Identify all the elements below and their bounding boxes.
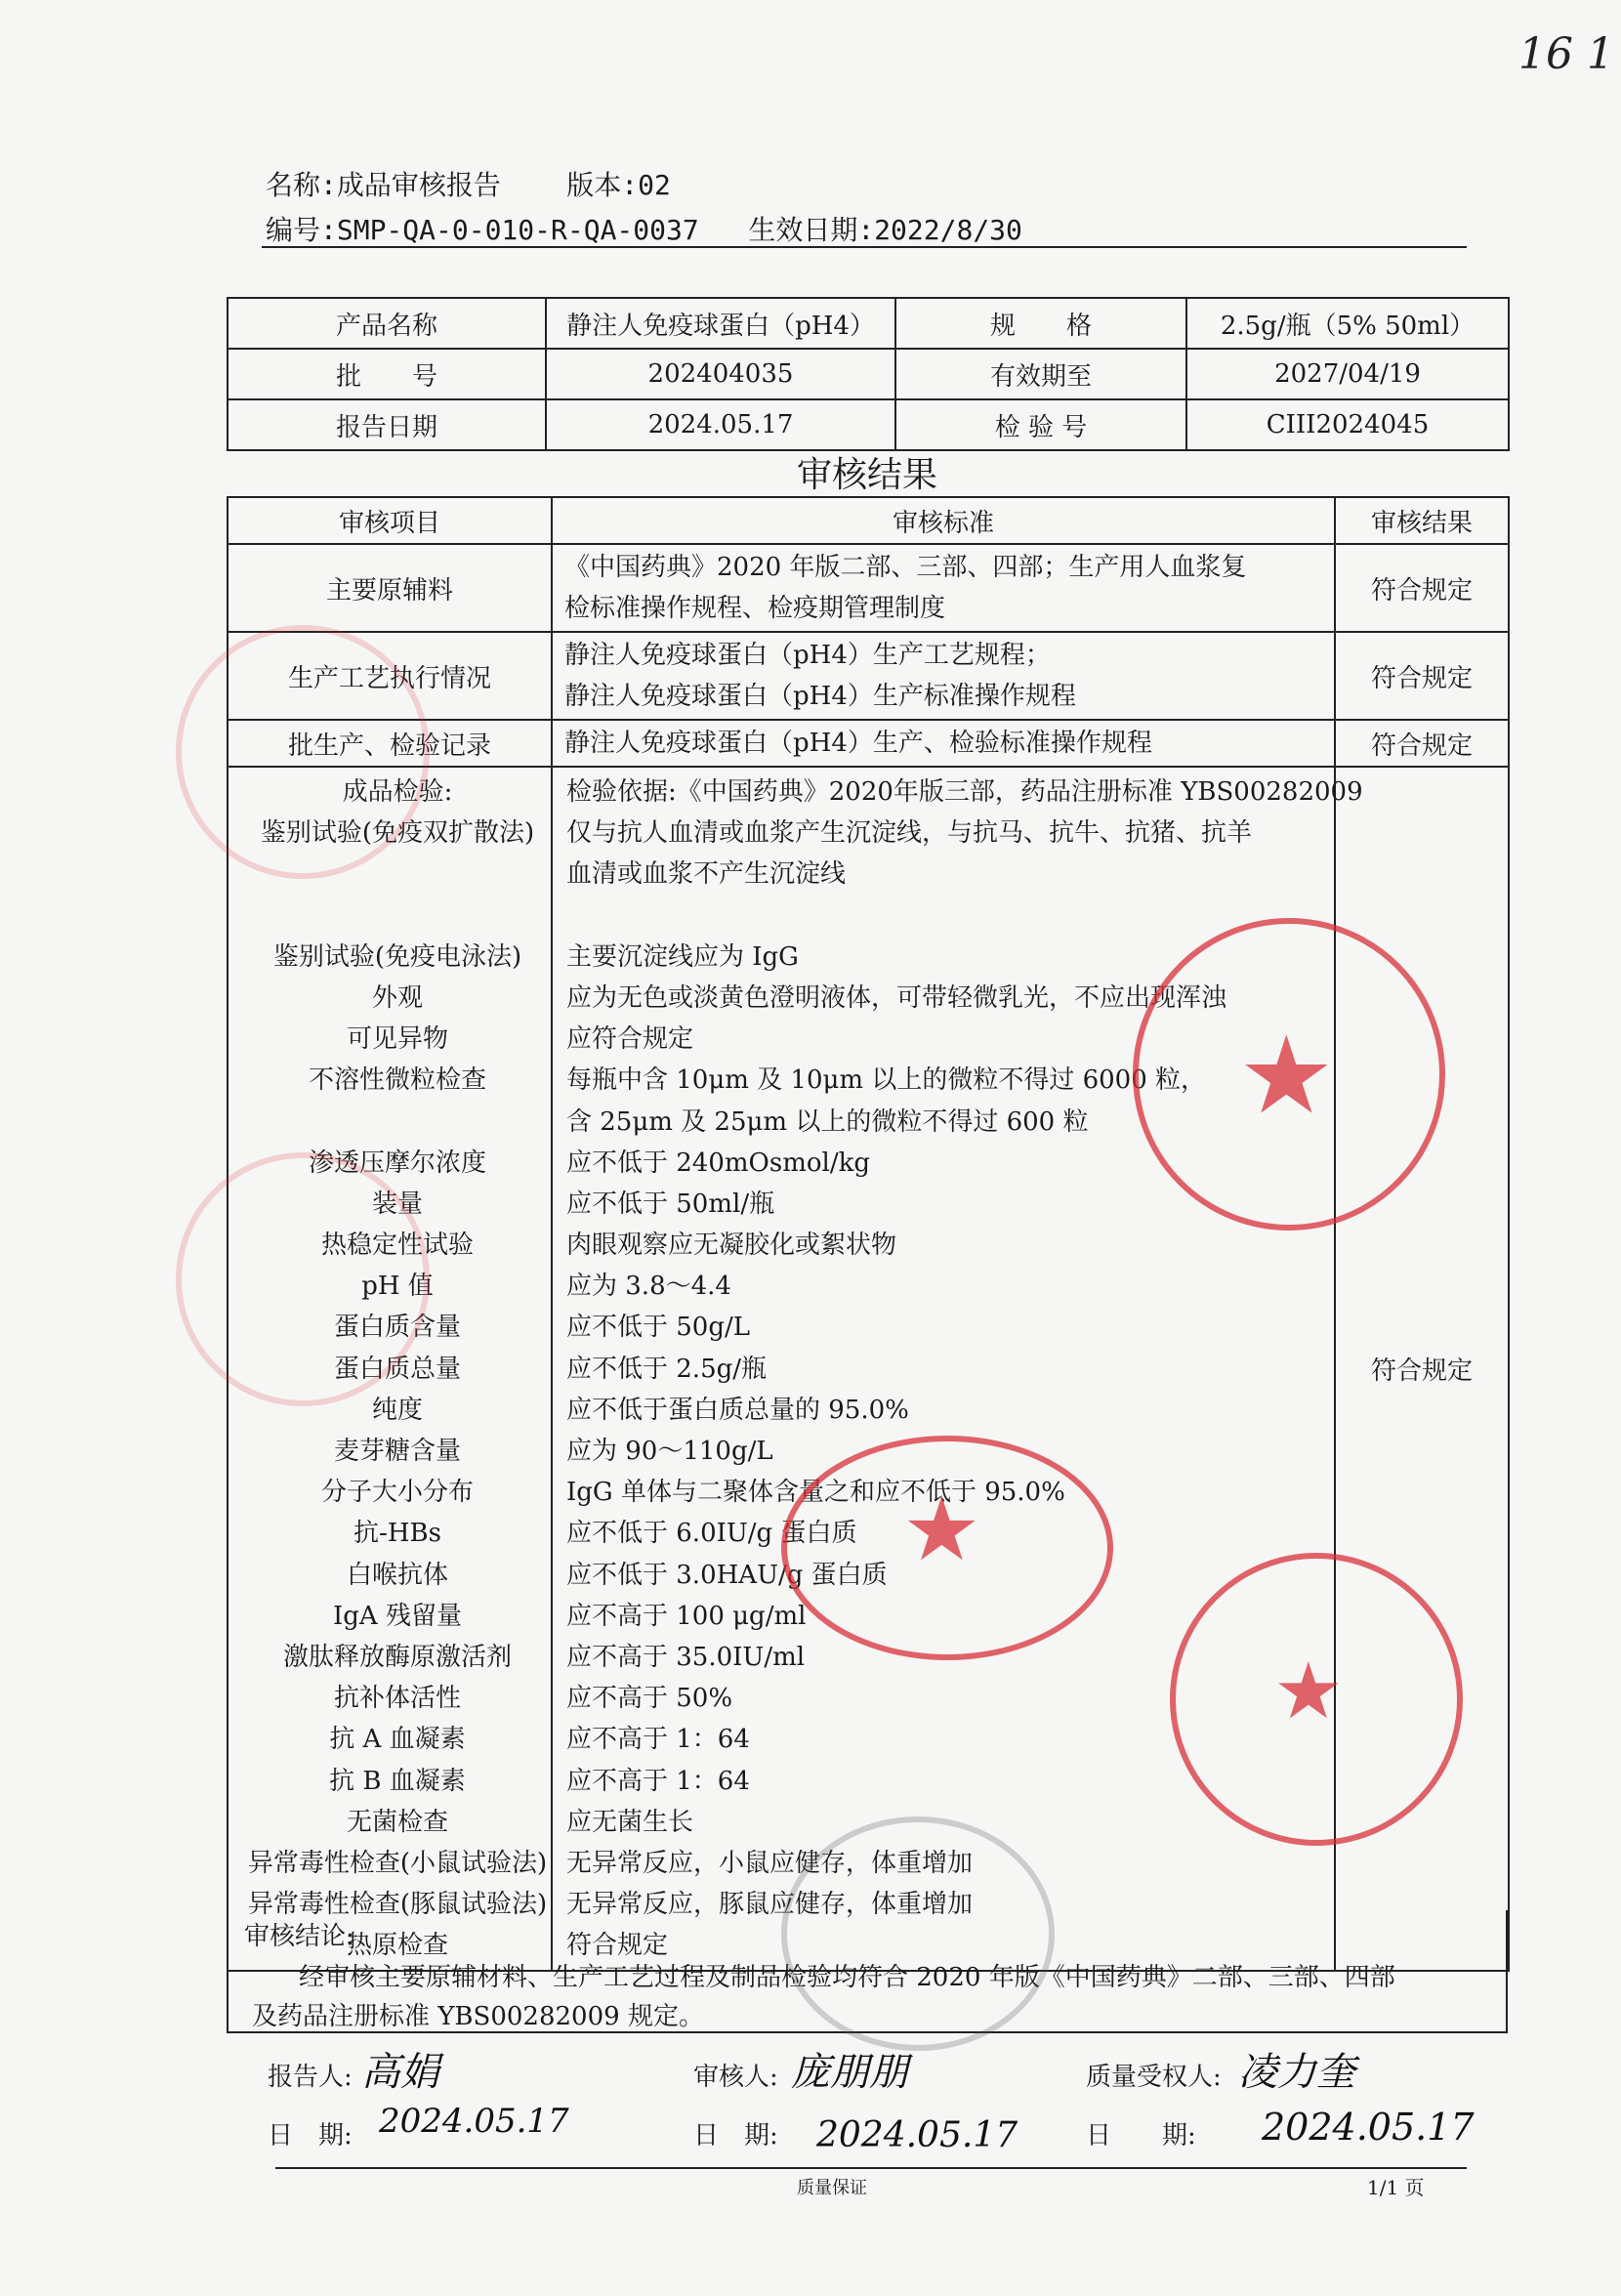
inspection-item: 鉴别试验(免疫电泳法)	[272, 941, 522, 972]
label-expiry: 有效期至	[895, 349, 1186, 399]
page-mark: 16 1	[1518, 29, 1614, 79]
inspection-item: 蛋白质总量	[333, 1354, 461, 1384]
inspection-item: 外观	[371, 982, 423, 1013]
inspection-item: 热稳定性试验	[320, 1231, 474, 1261]
inspection-standard: 应不低于 50ml/瓶	[566, 1189, 775, 1219]
inspection-item: 麦芽糖含量	[333, 1437, 461, 1466]
col-header-result: 审核结果	[1335, 497, 1509, 544]
inspection-standard: 无异常反应，小鼠应健存，体重增加	[566, 1848, 974, 1878]
col-header-standard: 审核标准	[552, 497, 1335, 544]
footer-rule	[275, 2167, 1467, 2169]
value-product: 静注人免疫球蛋白（pH4）	[546, 298, 895, 349]
page-number: 1/1 页	[1367, 2176, 1425, 2199]
inspection-standard: 无异常反应，豚鼠应健存，体重增加	[566, 1890, 974, 1920]
inspection-item: 激肽释放酶原激活剂	[282, 1642, 512, 1672]
conclusion-text: 及药品注册标准 YBS00282009 规定。	[252, 2002, 704, 2031]
inspection-item: 分子大小分布	[320, 1478, 474, 1508]
inspection-standard: 检验依据:《中国药典》2020年版三部，药品注册标准 YBS00282009	[566, 777, 1363, 807]
review-result: 符合规定	[1335, 632, 1509, 720]
standard-line: 静注人免疫球蛋白（pH4）生产工艺规程；	[564, 641, 1051, 670]
date-label: 日 期:	[693, 2121, 778, 2150]
pharmacy-seal	[781, 1436, 1113, 1660]
standard-line: 静注人免疫球蛋白（pH4）生产标准操作规程	[564, 682, 1076, 711]
inspection-standard: 每瓶中含 10μm 及 10μm 以上的微粒不得过 6000 粒，	[566, 1065, 1207, 1096]
label-product: 产品名称	[228, 298, 546, 349]
review-result: 符合规定	[1335, 544, 1509, 632]
inspection-item: 异常毒性检查(小鼠试验法)	[247, 1848, 548, 1878]
inspection-standard: 应不低于 50g/L	[566, 1313, 751, 1343]
gray-seal	[781, 1816, 1055, 2051]
label-test-no: 检 验 号	[895, 399, 1186, 450]
review-date-handwritten: 2024.05.17	[816, 2115, 1018, 2155]
review-item: 主要原辅料	[228, 544, 552, 632]
company-seal	[1133, 918, 1445, 1231]
inspection-standard: 应不低于 2.5g/瓶	[566, 1354, 768, 1384]
inspection-item: 渗透压摩尔浓度	[308, 1148, 486, 1178]
review-standard	[552, 544, 1335, 632]
header-rule	[262, 246, 1467, 248]
qa-date-handwritten: 2024.05.17	[1262, 2106, 1475, 2149]
label-batch: 批 号	[228, 349, 546, 399]
review-result: 符合规定	[1335, 720, 1509, 767]
inspection-item: 白喉抗体	[346, 1560, 448, 1590]
inspection-standard: 应为 90～110g/L	[566, 1437, 773, 1466]
inspection-standard: 应不低于 6.0IU/g 蛋白质	[566, 1519, 857, 1549]
review-standard: 静注人免疫球蛋白（pH4）生产、检验标准操作规程	[552, 720, 1335, 767]
inspection-standard: IgG 单体与二聚体含量之和应不低于 95.0%	[566, 1478, 1065, 1508]
inspection-standard: 应不高于 50%	[566, 1684, 733, 1714]
reporter-label: 报告人:	[268, 2063, 353, 2092]
inspection-item: 抗 B 血凝素	[329, 1766, 466, 1796]
inspection-item: IgA 残留量	[333, 1601, 462, 1631]
inspection-standard: 应不低于 240mOsmol/kg	[566, 1148, 870, 1178]
label-spec: 规 格	[895, 298, 1186, 349]
qa-signature: 凌力奎	[1238, 2050, 1355, 2095]
doc-name: 名称:成品审核报告	[266, 169, 501, 201]
value-spec: 2.5g/瓶（5% 50ml）	[1186, 298, 1509, 349]
inspection-standard: 应不高于 1：64	[566, 1725, 750, 1755]
inspection-item: 抗补体活性	[333, 1684, 461, 1714]
inspection-standard: 应符合规定	[566, 1024, 694, 1055]
review-item: 生产工艺执行情况	[228, 632, 552, 720]
conclusion-label: 审核结论:	[244, 1922, 354, 1951]
seal-star-icon: ★	[902, 1479, 981, 1581]
doc-code-line	[266, 209, 1022, 248]
value-test-no: CIII2024045	[1186, 399, 1509, 450]
conclusion-text: 经审核主要原辅材料、生产工艺过程及制品检验均符合 2020 年版《中国药典》二部、三部、四部	[299, 1963, 1395, 1992]
date-label: 日 期:	[268, 2121, 353, 2150]
value-batch: 202404035	[546, 349, 895, 399]
inspection-standard: 应为无色或淡黄色澄明液体，可带轻微乳光，不应出现浑浊	[566, 982, 1227, 1013]
inspection-item: 抗 A 血凝素	[329, 1725, 466, 1755]
inspection-item: 鉴别试验(免疫双扩散法)	[260, 818, 535, 849]
inspection-standard: 应不低于 3.0HAU/g 蛋白质	[566, 1560, 888, 1590]
footer-left: 质量保证	[797, 2178, 867, 2198]
review-standard	[552, 632, 1335, 720]
inspection-standard: 应为 3.8～4.4	[566, 1272, 731, 1302]
doc-version: 版本:02	[566, 169, 671, 201]
inspection-item: pH 值	[361, 1272, 434, 1302]
inspection-result: 符合规定	[1335, 767, 1509, 1971]
report-date-handwritten: 2024.05.17	[379, 2102, 569, 2141]
inspection-item: 抗-HBs	[353, 1519, 441, 1549]
doc-title-line	[266, 164, 671, 203]
inspection-item	[244, 1102, 551, 1143]
inspection-standard: 肉眼观察应无凝胶化或絮状物	[566, 1231, 897, 1261]
seal-star-icon: ★	[1273, 1646, 1344, 1736]
doc-effective-date: 生效日期:2022/8/30	[748, 214, 1022, 246]
standard-line: 《中国药典》2020 年版二部、三部、四部；生产用人血浆复	[564, 553, 1247, 582]
reviewer-signature: 庞朋朋	[791, 2050, 908, 2095]
inspection-item: 异常毒性检查(豚鼠试验法)	[247, 1890, 548, 1920]
inspection-item: 可见异物	[346, 1024, 448, 1055]
qa-label: 质量受权人:	[1086, 2063, 1222, 2092]
product-info-table	[227, 297, 1510, 451]
inspection-standard: 应无菌生长	[566, 1807, 694, 1837]
doc-code: 编号:SMP-QA-0-010-R-QA-0037	[266, 214, 699, 246]
review-item: 批生产、检验记录	[228, 720, 552, 767]
faint-seal	[176, 1152, 430, 1406]
col-header-item: 审核项目	[228, 497, 552, 544]
inspection-standard: 主要沉淀线应为 IgG	[566, 941, 799, 972]
reporter-signature: 高娟	[361, 2050, 439, 2095]
inspection-item: 成品检验:	[342, 777, 453, 807]
english-company-seal	[1170, 1553, 1463, 1846]
inspection-standard: 应不高于 100 μg/ml	[566, 1601, 807, 1631]
inspection-standard: 符合规定	[566, 1931, 669, 1961]
date-label: 日 期:	[1086, 2121, 1196, 2150]
value-expiry: 2027/04/19	[1186, 349, 1509, 399]
inspection-item	[244, 896, 551, 937]
inspection-standard: 含 25μm 及 25μm 以上的微粒不得过 600 粒	[566, 1106, 1089, 1137]
inspection-standard: 血清或血浆不产生沉淀线	[566, 859, 847, 890]
inspection-item: 无菌检查	[346, 1807, 448, 1837]
inspection-item: 蛋白质含量	[333, 1313, 461, 1343]
inspection-standard	[566, 896, 1334, 937]
inspection-item: 纯度	[371, 1395, 423, 1425]
inspection-standard: 应不高于 35.0IU/ml	[566, 1642, 806, 1672]
inspection-item: 不溶性微粒检查	[308, 1065, 486, 1096]
seal-star-icon: ★	[1238, 1013, 1335, 1138]
inspection-standard: 应不低于蛋白质总量的 95.0%	[566, 1395, 909, 1425]
reviewer-label: 审核人:	[693, 2063, 778, 2092]
section-title: 审核结果	[796, 455, 937, 495]
standard-line: 检标准操作规程、检疫期管理制度	[564, 594, 946, 623]
faint-seal	[176, 625, 430, 879]
inspection-item: 装量	[371, 1189, 423, 1219]
inspection-standard: 仅与抗人血清或血浆产生沉淀线，与抗马、抗牛、抗猪、抗羊	[566, 818, 1253, 849]
label-report-date: 报告日期	[228, 399, 546, 450]
inspection-standard: 应不高于 1：64	[566, 1766, 750, 1796]
inspection-item: 热原检查	[346, 1931, 448, 1961]
value-report-date: 2024.05.17	[546, 399, 895, 450]
